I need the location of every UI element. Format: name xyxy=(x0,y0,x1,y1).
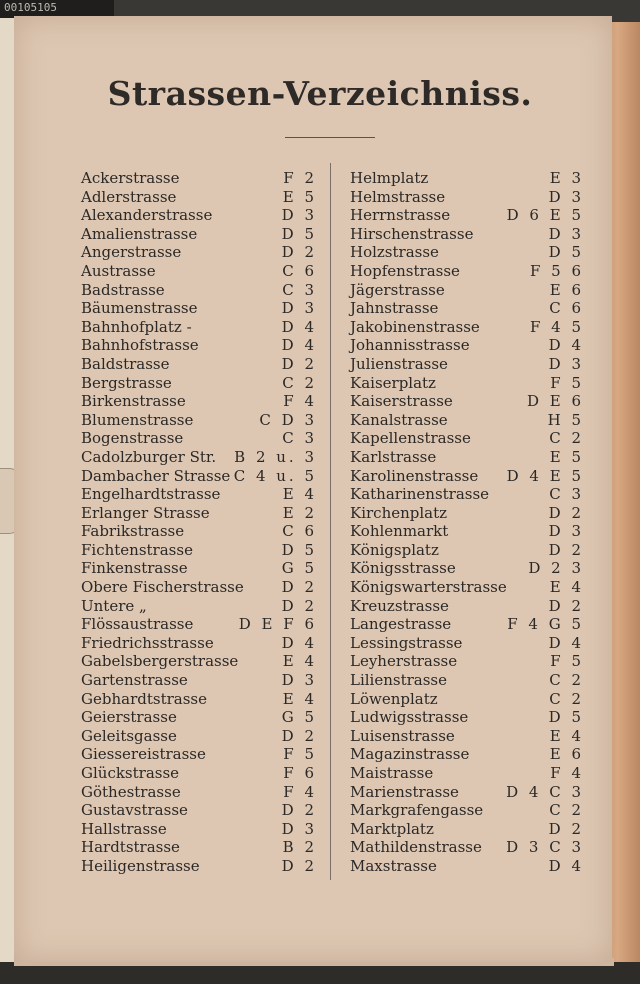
street-entry xyxy=(81,540,317,560)
street-name: Löwenplatz xyxy=(350,689,438,708)
street-name: Fabrikstrasse xyxy=(81,522,185,541)
street-name: Karolinenstrasse xyxy=(350,466,479,485)
grid-reference: C 4 u. 5 xyxy=(233,466,317,485)
grid-reference: D 3 xyxy=(281,671,317,690)
street-name: Jakobinenstrasse xyxy=(350,317,480,336)
street-name: Ackerstrasse xyxy=(81,169,180,187)
street-entry xyxy=(81,336,317,355)
street-name: Kaiserstrasse xyxy=(350,392,453,411)
street-name: Kirchenplatz xyxy=(350,503,448,522)
grid-reference: C 3 xyxy=(549,485,584,504)
street-entry xyxy=(81,819,317,839)
street-entry xyxy=(350,856,584,876)
street-name: Bäumenstrasse xyxy=(81,299,198,318)
street-name: Gustavstrasse xyxy=(81,801,188,820)
street-name: Engelhardtstrasse xyxy=(81,485,221,504)
grid-reference: F 5 xyxy=(283,745,317,764)
street-name: Finkenstrasse xyxy=(81,559,188,578)
grid-reference: C 2 xyxy=(549,671,584,690)
grid-reference: E 4 xyxy=(282,652,317,671)
grid-reference: C 6 xyxy=(282,261,317,280)
street-entry xyxy=(81,206,317,225)
grid-reference: C D 3 xyxy=(259,410,317,429)
archive-id-label: 00105105 xyxy=(0,0,114,18)
street-entry xyxy=(81,429,317,448)
street-entry xyxy=(81,856,317,876)
street-name: Gartenstrasse xyxy=(81,671,188,690)
grid-reference: E 4 xyxy=(549,726,584,745)
street-entry xyxy=(81,596,317,616)
grid-reference: E 2 xyxy=(282,503,317,522)
street-entry xyxy=(81,522,317,541)
grid-reference: C 6 xyxy=(549,299,584,318)
street-name: Erlanger Strasse xyxy=(81,503,210,522)
grid-reference: G 5 xyxy=(281,708,317,727)
street-entry xyxy=(81,503,317,523)
street-name: Katharinenstrasse xyxy=(350,485,490,504)
street-name: Helmplatz xyxy=(350,169,429,187)
street-name: Julienstrasse xyxy=(350,354,448,373)
street-entry xyxy=(350,578,584,597)
street-name: Obere Fischerstrasse xyxy=(81,578,244,597)
grid-reference: D 4 xyxy=(548,856,584,875)
street-name: Dambacher Strasse xyxy=(81,466,231,485)
street-entry xyxy=(350,671,584,690)
street-entry xyxy=(81,169,317,188)
grid-reference: D 4 xyxy=(281,317,317,336)
grid-reference: E 4 xyxy=(549,578,584,597)
grid-reference: D 2 xyxy=(281,578,317,597)
street-entry xyxy=(350,243,584,262)
grid-reference: D 3 xyxy=(548,224,584,243)
street-entry xyxy=(350,596,584,616)
street-list-left-column xyxy=(81,169,317,876)
street-entry xyxy=(350,485,584,504)
street-entry xyxy=(350,447,584,467)
street-entry xyxy=(81,689,317,709)
grid-reference: D 4 xyxy=(281,336,317,355)
street-entry xyxy=(350,280,584,300)
street-entry xyxy=(350,466,584,486)
grid-reference: C 2 xyxy=(282,373,317,392)
street-entry xyxy=(81,447,317,467)
street-entry xyxy=(350,317,584,337)
street-entry xyxy=(81,838,317,857)
street-name: Marienstrasse xyxy=(350,782,459,801)
street-name: Herrnstrasse xyxy=(350,206,451,225)
grid-reference: D 5 xyxy=(281,224,317,243)
street-entry xyxy=(81,652,317,671)
street-entry xyxy=(81,671,317,690)
street-name: Hallstrasse xyxy=(81,819,167,838)
street-name: Königsstrasse xyxy=(350,559,456,578)
street-name: Maxstrasse xyxy=(350,856,437,875)
grid-reference: E 4 xyxy=(282,689,317,708)
grid-reference: G 5 xyxy=(281,559,317,578)
grid-reference: D 2 3 xyxy=(528,559,584,578)
street-name: Hirschenstrasse xyxy=(350,224,474,243)
street-name: Adlerstrasse xyxy=(81,187,177,206)
grid-reference: D 3 C 3 xyxy=(506,838,584,857)
street-name: Angerstrasse xyxy=(81,243,182,262)
street-entry xyxy=(350,819,584,839)
street-name: Königswarterstrasse xyxy=(350,578,507,597)
street-name: Kreuzstrasse xyxy=(350,596,449,615)
grid-reference: D 3 xyxy=(281,819,317,838)
street-entry xyxy=(81,559,317,578)
grid-reference: D 2 xyxy=(281,726,317,745)
grid-reference: D 5 xyxy=(548,243,584,262)
street-entry xyxy=(350,615,584,634)
street-entry xyxy=(81,764,317,783)
grid-reference: E 6 xyxy=(549,280,584,299)
street-name: Lilienstrasse xyxy=(350,671,448,690)
street-entry xyxy=(350,224,584,244)
street-name: Maistrasse xyxy=(350,764,434,782)
street-entry xyxy=(350,633,584,653)
street-list-right-column xyxy=(350,169,584,876)
street-name: Mathildenstrasse xyxy=(350,838,482,857)
grid-reference: F 5 6 xyxy=(529,261,584,280)
street-entry xyxy=(350,745,584,764)
street-entry xyxy=(81,224,317,244)
title-underline xyxy=(285,137,375,138)
grid-reference: D 2 xyxy=(281,801,317,820)
street-entry xyxy=(81,280,317,300)
grid-reference: F 6 xyxy=(283,764,317,782)
street-entry xyxy=(350,354,584,374)
street-name: Bergstrasse xyxy=(81,373,172,392)
street-entry xyxy=(81,243,317,262)
street-entry xyxy=(81,299,317,318)
grid-reference: F 4 5 xyxy=(529,317,584,336)
street-entry xyxy=(81,317,317,337)
grid-reference: D 3 xyxy=(281,299,317,318)
street-name: Gebhardtstrasse xyxy=(81,689,207,708)
street-name: Hopfenstrasse xyxy=(350,261,460,280)
street-name: Bogenstrasse xyxy=(81,429,184,448)
street-name: Baldstrasse xyxy=(81,354,170,373)
street-name: Giessereistrasse xyxy=(81,745,206,764)
street-entry xyxy=(81,615,317,634)
street-entry xyxy=(81,410,317,430)
grid-reference: D 4 E 5 xyxy=(506,466,584,485)
street-name: Austrasse xyxy=(81,261,156,280)
street-name: Königsplatz xyxy=(350,540,439,559)
street-name: Jägerstrasse xyxy=(350,280,445,299)
grid-reference: B 2 xyxy=(282,838,317,857)
grid-reference: D 2 xyxy=(281,243,317,262)
street-entry xyxy=(350,522,584,541)
street-name: Helmstrasse xyxy=(350,187,446,206)
street-name: Glückstrasse xyxy=(81,764,180,782)
street-entry xyxy=(350,410,584,430)
street-name: Ludwigsstrasse xyxy=(350,708,469,727)
street-entry xyxy=(81,801,317,820)
grid-reference: E 5 xyxy=(282,187,317,206)
grid-reference: D 2 xyxy=(548,819,584,838)
grid-reference: D 4 xyxy=(281,633,317,652)
street-name: Magazinstrasse xyxy=(350,745,470,764)
grid-reference: C 6 xyxy=(282,522,317,541)
grid-reference: C 2 xyxy=(549,801,584,820)
street-name: Birkenstrasse xyxy=(81,392,186,411)
grid-reference: D 3 xyxy=(548,187,584,206)
grid-reference: F 2 xyxy=(283,169,317,187)
street-name: Flössaustrasse xyxy=(81,615,194,634)
street-entry xyxy=(350,187,584,207)
street-entry xyxy=(81,392,317,411)
street-entry xyxy=(350,299,584,318)
grid-reference: F 4 xyxy=(283,782,317,801)
grid-reference: F 5 xyxy=(550,652,584,671)
street-name: Cadolzburger Str. xyxy=(81,447,217,466)
grid-reference: F 5 xyxy=(550,373,584,392)
grid-reference: D 2 xyxy=(281,856,317,875)
street-entry xyxy=(350,336,584,355)
street-name: Badstrasse xyxy=(81,280,165,299)
street-entry xyxy=(350,764,584,783)
grid-reference: C 2 xyxy=(549,689,584,708)
grid-reference: F 4 G 5 xyxy=(507,615,584,634)
street-name: Karlstrasse xyxy=(350,447,437,466)
grid-reference: D 4 xyxy=(548,633,584,652)
street-name: Alexanderstrasse xyxy=(81,206,213,225)
street-name: Kaiserplatz xyxy=(350,373,436,392)
street-entry xyxy=(350,261,584,281)
grid-reference: D 4 C 3 xyxy=(506,782,584,801)
grid-reference: D E 6 xyxy=(526,392,584,411)
grid-reference: D 3 xyxy=(281,206,317,225)
street-entry xyxy=(350,392,584,411)
street-entry xyxy=(350,429,584,448)
street-entry xyxy=(81,578,317,597)
street-entry xyxy=(350,708,584,727)
street-name: Langestrasse xyxy=(350,615,452,634)
grid-reference: D 2 xyxy=(548,540,584,559)
grid-reference: C 3 xyxy=(282,429,317,448)
grid-reference: C 3 xyxy=(282,280,317,299)
column-divider xyxy=(330,163,331,880)
grid-reference: E 6 xyxy=(549,745,584,764)
grid-reference: D 2 xyxy=(281,354,317,373)
grid-reference: D 3 xyxy=(548,354,584,373)
grid-reference: D 4 xyxy=(548,336,584,355)
grid-reference: D 6 E 5 xyxy=(506,206,584,225)
street-name: Lessingstrasse xyxy=(350,633,463,652)
street-name: Kohlenmarkt xyxy=(350,522,449,541)
street-entry xyxy=(350,503,584,523)
street-entry xyxy=(350,726,584,746)
street-entry xyxy=(81,633,317,653)
street-entry xyxy=(350,206,584,225)
street-entry xyxy=(350,559,584,578)
page-title: Strassen-Verzeichniss. xyxy=(107,74,533,113)
grid-reference: D 2 xyxy=(281,596,317,615)
grid-reference: C 2 xyxy=(549,429,584,448)
grid-reference: E 4 xyxy=(282,485,317,504)
street-name: Markgrafengasse xyxy=(350,801,484,820)
street-entry xyxy=(81,782,317,802)
street-name: Geierstrasse xyxy=(81,708,177,727)
street-entry xyxy=(350,652,584,671)
street-entry xyxy=(350,169,584,188)
street-entry xyxy=(81,466,317,486)
street-entry xyxy=(81,373,317,393)
street-name: Friedrichsstrasse xyxy=(81,633,214,652)
street-name: Hardtstrasse xyxy=(81,838,180,857)
street-entry xyxy=(81,187,317,207)
street-name: Kapellenstrasse xyxy=(350,429,471,448)
street-name: Bahnhofplatz - xyxy=(81,317,192,336)
street-name: Fichtenstrasse xyxy=(81,540,193,559)
street-name: Göthestrasse xyxy=(81,782,181,801)
street-name: Geleitsgasse xyxy=(81,726,177,745)
street-entry xyxy=(81,745,317,764)
street-name: Holzstrasse xyxy=(350,243,439,262)
street-entry xyxy=(81,261,317,281)
grid-reference: E 3 xyxy=(549,169,584,187)
street-entry xyxy=(81,726,317,746)
grid-reference: H 5 xyxy=(547,410,584,429)
street-name: Johannisstrasse xyxy=(350,336,470,355)
street-name: Amalienstrasse xyxy=(81,224,198,243)
street-name: Bahnhofstrasse xyxy=(81,336,199,355)
street-name: Luisenstrasse xyxy=(350,726,455,745)
grid-reference: D 5 xyxy=(548,708,584,727)
street-name: Marktplatz xyxy=(350,819,434,838)
grid-reference: D 3 xyxy=(548,522,584,541)
grid-reference: D 2 xyxy=(548,503,584,522)
grid-reference: E 5 xyxy=(549,447,584,466)
grid-reference: F 4 xyxy=(550,764,584,782)
street-name: Untere „ xyxy=(81,596,147,615)
street-entry xyxy=(350,689,584,709)
street-entry xyxy=(350,782,584,802)
street-entry xyxy=(350,838,584,857)
street-entry xyxy=(81,354,317,374)
street-name: Heiligenstrasse xyxy=(81,856,200,875)
grid-reference: F 4 xyxy=(283,392,317,411)
street-name: Leyherstrasse xyxy=(350,652,458,671)
grid-reference: D E F 6 xyxy=(238,615,317,634)
street-name: Kanalstrasse xyxy=(350,410,448,429)
street-entry xyxy=(81,485,317,504)
street-name: Blumenstrasse xyxy=(81,410,194,429)
street-name: Jahnstrasse xyxy=(350,299,439,318)
grid-reference: D 2 xyxy=(548,596,584,615)
grid-reference: B 2 u. 3 xyxy=(234,447,317,466)
street-entry xyxy=(350,801,584,820)
street-entry xyxy=(81,708,317,727)
street-entry xyxy=(350,373,584,393)
street-entry xyxy=(350,540,584,560)
grid-reference: D 5 xyxy=(281,540,317,559)
street-name: Gabelsbergerstrasse xyxy=(81,652,239,671)
